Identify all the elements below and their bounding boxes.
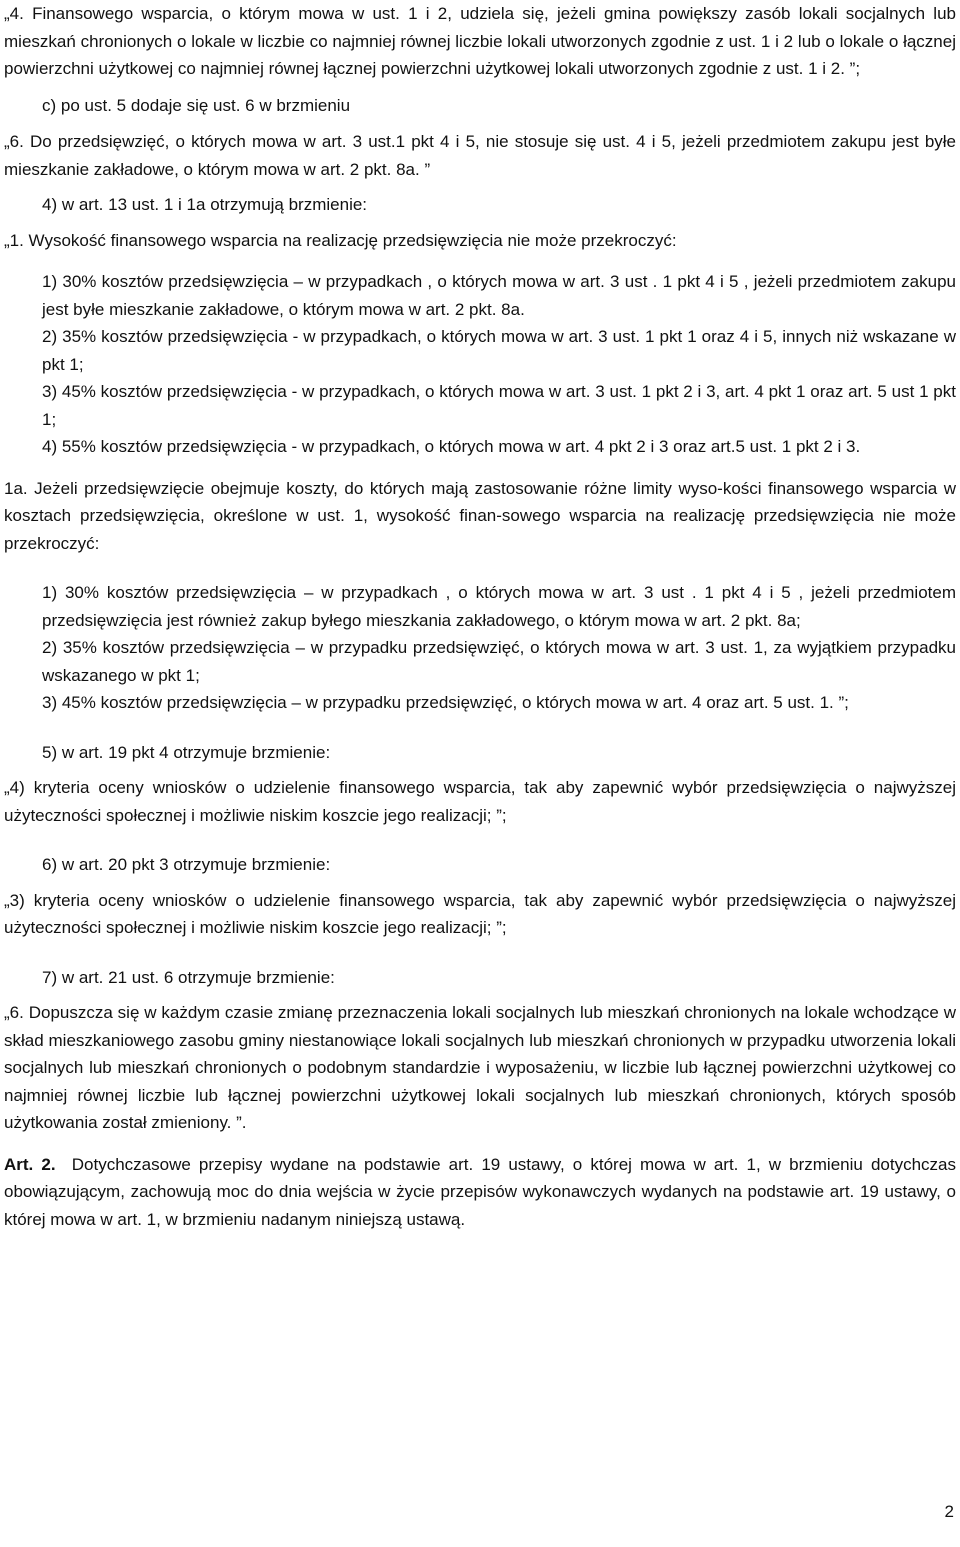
page-number: 2 <box>944 1502 954 1521</box>
paragraph-4: „4. Finansowego wsparcia, o którym mowa w ust. 1 i 2, udziela się, jeżeli gmina powiększy zasób lokali socjalnych lub mieszkań chronionych o lokale w liczbie co najmniej równej liczbie lokali utworzonych zgodnie z ust. 1 i 2 lub o lokale o łącznej powierzchni użytkowej co najmniej równej łącznej powierzchni użytkowej lokali utworzonych zgodnie z ust. 1 i 2. ”; <box>4 4 956 78</box>
paragraph-1: „1. Wysokość finansowego wsparcia na realizację przedsięwzięcia nie może przekroczyć: <box>4 230 677 250</box>
item-5: 5) w art. 19 pkt 4 otrzymuje brzmienie: <box>42 742 331 762</box>
list-item: 2) 35% kosztów przedsięwzięcia - w przypadkach, o których mowa w art. 3 ust. 1 pkt 1 oraz 4 i 5, innych niż wskazane w pkt 1; <box>42 327 956 374</box>
list-paragraph-1a <box>42 579 956 717</box>
item-7: 7) w art. 21 ust. 6 otrzymuje brzmienie: <box>42 967 335 987</box>
point-c: c) po ust. 5 dodaje się ust. 6 w brzmieniu <box>42 95 351 115</box>
article-2-label: Art. 2. <box>4 1154 56 1174</box>
item-4: 4) w art. 13 ust. 1 i 1a otrzymują brzmienie: <box>42 195 368 214</box>
list-item: 3) 45% kosztów przedsięwzięcia – w przypadku przedsięwzięć, o których mowa w art. 4 oraz art. 5 ust. 1. ”; <box>42 693 849 712</box>
quote-4: „4) kryteria oceny wniosków o udzielenie finansowego wsparcia, tak aby zapewnić wybór przedsięwzięcia o najwyższej użyteczności społecznej i możliwie niskim koszcie jego realizacji; ”; <box>4 778 956 825</box>
article-2-text: Dotychczasowe przepisy wydane na podstawie art. 19 ustawy, o której mowa w art. 1, w brzmieniu dotychczas obowiązującym, zachowują moc do dnia wejścia w życie przepisów wykonawczych wydanych na podstawie art. 19 ustawy, o której mowa w art. 1, w brzmieniu nadanym niniejszą ustawą. <box>4 1154 956 1229</box>
list-item: 2) 35% kosztów przedsięwzięcia – w przypadku przedsięwzięć, o których mowa w art. 3 ust. 1, za wyjątkiem przypadku wskazanego w pkt 1; <box>42 638 956 685</box>
quote-3: „3) kryteria oceny wniosków o udzielenie finansowego wsparcia, tak aby zapewnić wybór przedsięwzięcia o najwyższej użyteczności społecznej i możliwie niskim koszcie jego realizacji; ”; <box>4 890 956 937</box>
article-2 <box>4 1151 956 1234</box>
list-item: 4) 55% kosztów przedsięwzięcia - w przypadkach, o których mowa w art. 4 pkt 2 i 3 oraz art.5 ust. 1 pkt 2 i 3. <box>42 437 861 456</box>
quote-6: „6. Dopuszcza się w każdym czasie zmianę przeznaczenia lokali socjalnych lub mieszkań chronionych na lokale wchodzące w skład mieszkaniowego zasobu gminy niestanowiące lokali socjalnych lub mieszkań chronionych w przypadku utworzenia lokali socjalnych lub mieszkań chronionych o podobnym standardzie i wyposażeniu, w liczbie lub łącznej powierzchni użytkowej co najmniej równej liczbie lub łącznej powierzchni użytkowej lokali socjalnych lub mieszkań chronionych, których sposób użytkowania został zmieniony. ”. <box>4 1003 956 1132</box>
item-6: 6) w art. 20 pkt 3 otrzymuje brzmienie: <box>42 855 331 874</box>
list-item: 1) 30% kosztów przedsięwzięcia – w przypadkach , o których mowa w art. 3 ust . 1 pkt 4 i 5 , jeżeli przedmiotem przedsięwzięcia jest również zakup byłego mieszkania zakładowego, o którym mowa w art. 2 pkt. 8a; <box>42 583 956 630</box>
paragraph-6: „6. Do przedsięwzięć, o których mowa w art. 3 ust.1 pkt 4 i 5, nie stosuje się ust. 4 i 5, jeżeli przedmiotem zakupu jest byłe mieszkanie zakładowe, o którym mowa w art. 2 pkt. 8a. ” <box>4 132 956 179</box>
list-item: 1) 30% kosztów przedsięwzięcia – w przypadkach , o których mowa w art. 3 ust . 1 pkt 4 i 5 , jeżeli przedmiotem zakupu jest byłe mieszkanie zakładowe, o którym mowa w art. 2 pkt. 8a. <box>42 272 956 319</box>
list-item: 3) 45% kosztów przedsięwzięcia - w przypadkach, o których mowa w art. 3 ust. 1 pkt 2 i 3, art. 4 pkt 1 oraz art. 5 ust 1 pkt 1; <box>42 382 956 429</box>
list-paragraph-1 <box>42 268 956 461</box>
paragraph-1a: 1a. Jeżeli przedsięwzięcie obejmuje koszty, do których mają zastosowanie różne limity wyso-kości finansowego wsparcia w kosztach przedsięwzięcia, określone w ust. 1, wysokość finan-sowego wsparcia na realizację przedsięwzięcia nie może przekroczyć: <box>4 478 956 553</box>
